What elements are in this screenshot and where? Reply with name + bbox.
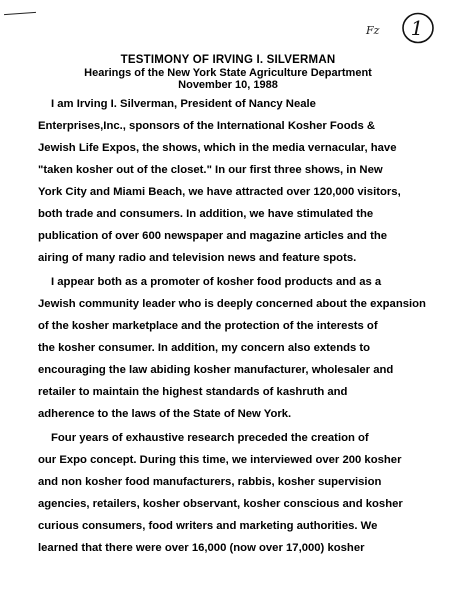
text-line: adherence to the laws of the State of New York. xyxy=(38,408,292,420)
document-date: November 10, 1988 xyxy=(178,79,278,91)
text-line: Jewish Life Expos, the shows, which in the media vernacular, have xyxy=(38,142,397,154)
text-line: Four years of exhaustive research preceded the creation of xyxy=(51,432,369,444)
page-number-circle xyxy=(400,10,436,46)
text-line: of the kosher marketplace and the protection of the interests of xyxy=(38,320,378,332)
text-line: York City and Miami Beach, we have attracted over 120,000 visitors, xyxy=(38,186,401,198)
corner-pen-mark xyxy=(4,12,36,15)
text-line: curious consumers, food writers and marketing authorities. We xyxy=(38,520,378,532)
text-line: "taken kosher out of the closet." In our first three shows, in New xyxy=(38,164,383,176)
text-line: publication of over 600 newspaper and magazine articles and the xyxy=(38,230,388,242)
text-line: airing of many radio and television news and feature spots. xyxy=(38,252,357,264)
text-line: agencies, retailers, kosher observant, kosher conscious and kosher xyxy=(38,498,403,510)
document-subtitle: Hearings of the New York State Agriculture Department xyxy=(84,67,372,79)
text-line: the kosher consumer. In addition, my concern also extends to xyxy=(38,342,371,354)
page-number: 1 xyxy=(410,16,424,40)
text-line: Enterprises,Inc., sponsors of the International Kosher Foods & xyxy=(38,120,376,132)
text-line: our Expo concept. During this time, we interviewed over 200 kosher xyxy=(38,454,402,466)
handwritten-mark: Fz xyxy=(366,24,380,37)
text-line: learned that there were over 16,000 (now over 17,000) kosher xyxy=(38,542,365,554)
text-line: I am Irving I. Silverman, President of Nancy Neale xyxy=(51,98,316,110)
document-title: TESTIMONY OF IRVING I. SILVERMAN xyxy=(120,54,336,66)
text-line: both trade and consumers. In addition, we have stimulated the xyxy=(38,208,374,220)
text-line: I appear both as a promoter of kosher food products and as a xyxy=(51,276,382,288)
text-line: Jewish community leader who is deeply concerned about the expansion xyxy=(38,298,426,310)
text-line: and non kosher food manufacturers, rabbis, kosher supervision xyxy=(38,476,382,488)
document-header xyxy=(0,54,456,91)
text-line: encouraging the law abiding kosher manufacturer, wholesaler and xyxy=(38,364,394,376)
text-line: retailer to maintain the highest standards of kashruth and xyxy=(38,386,348,398)
